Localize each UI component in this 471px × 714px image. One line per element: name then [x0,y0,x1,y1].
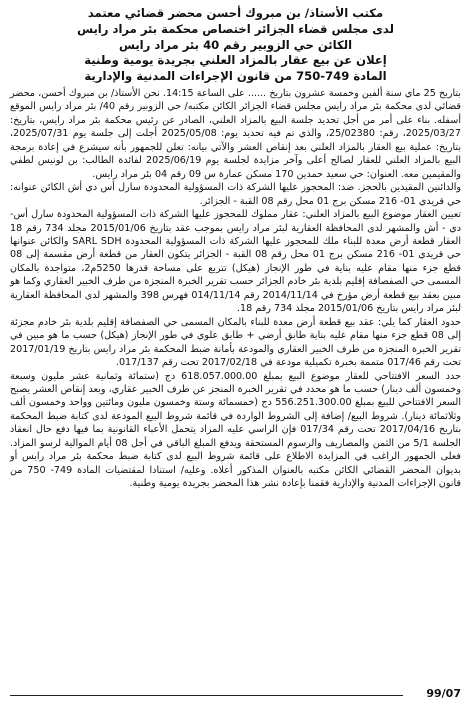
announcement-footer [10,686,461,706]
header-line-office: مكتب الأستاذ/ بن مبروك أحسن محضر قضائي معتمد [87,6,384,20]
header-line-court: لدى مجلس قضاء الجزائر اختصاص محكمة بئر مراد رايس [77,21,394,36]
header-line-address: الكائن حي الزوبير رقم 40 بئر مراد رايس [118,37,353,52]
page-number: 99/07 [426,687,461,700]
paragraph-session-details: بتاريخ 25 ماي سنة ألفين وخمسة عشرون بتاريخ ...... على الساعة 14:15. نحن الأستاذ/ بن مبروك أحسن، محضر قضائي لدى محكمة بئر مراد رايس مجلس قضاء الجزائر الكائن مكتبه/ حي الزوبير رقم 40/ بئر مراد رايس الموقع أسفله. بناء على أمر من أجل تحديد جلسة البيع بالمزاد العلني، الصادر عن رئيس محكمة بئر مراد رايس، بتاريخ: 2025/03/27، رقم: 25/02380، والذي تم فيه تحديد يوم: 2025/05/08 أجلت إلى جلسة يوم 2025/07/31، بتاريخ: عملية بيع العقار بالمزاد العلني بعد إنقاص العشر والآتي بيانه: تعلن للجمهور بأنه سيشرع في إعادة برمجة البيع بالمزاد العلني للعقار لصالح أعلى وآخر مزايدة لجلسة يوم 2025/06/19 لفائدة الطالب: بن لونيس لطفي والمقيمين معه. العنوان: حي سعيد حمدين 170 مسكن عمارة س 09 رقم 04 بئر مراد رايس. [10,87,462,180]
paragraph-property-description: تعيين العقار موضوع البيع بالمزاد العلني: عقار مملوك للمحجوز عليها الشركة ذات المسؤولية المحدودة سارل أس- دي - أش والمشهر لدى المحافظة العقارية لبئر مراد رايس بموجب عقد بتاريخ 2015/01/06 مجلد 734 رقم 18 العقار قطعة أرض معدة للبناء ملك للمحجوز عليها الشركة ذات المسؤولية المحدودة SARL SDH والكائن عنوانها حي قريدي 01- 216 مسكن برج 01 محل رقم 08 القبة - الجزائر يتكون العقار من قطعة أرض مقسمة إلى 08 قطع جزء منها مقام عليه بناية في طور الإنجاز (هيكل) تتربع على مساحة قدرها 5250م2، متواجدة بالمكان المسمى حي الصفصافة إقليم بلدية بئر خادم الجزائر حسب تقرير الخبرة المنجزة من طرف الخبير العقاري وكما هو مبين بعقد بيع قطعة أرض مؤرخ في 2014/11/14 رقم 014/11/14 فهرس 398 والمشهر لدى المحافظة العقارية لبئر مراد رايس بتاريخ 2015/01/06 مجلد 734 رقم 18. [10,209,462,315]
footer-divider [10,695,403,696]
header-line-title: إعلان عن بيع عقار بالمزاد العلني بجريدة يومية وطنية [84,53,387,68]
announcement-header [10,6,461,85]
paragraph-price-and-conditions: حدد السعر الافتتاحي للعقار موضوع البيع بمبلغ 618.057.000.00 دج (ستمائة وثمانية عشر مليون وسبعة وخمسون ألف دينار) حسب ما هو محدد في تقرير الخبرة المنجز عن طرف الخبير عقاري، وبعد إنقاص العشر يصبح السعر الافتتاحي للبيع بمبلغ 556.251.300.00 دج (خمسمائة وستة وخمسون مليون ومائتين وواحد وخمسون ألف وثلاثمائة دينار). شروط البيع/ إضافة إلى الشروط الواردة في قائمة شروط البيع المودعة لدى كتابة ضبط المحكمة بتاريخ 2017/04/16 تحت رقم 017/34 فإن الراسي عليه المزاد يتحمل الأعباء القانونية بما فيها دفع حال انعقاد الجلسة 5/1 من الثمن والمصاريف والرسوم المستحقة ويدفع المبلغ الباقي في أجل 08 أيام الموالية لرسو المزاد. فعلى الجمهور الراغب في المزايدة الاطلاع على قائمة شروط البيع لدى كتابة ضبط محكمة بئر مراد رايس أو بديوان المحضر القضائي الكائن مكتبه بالعنوان المذكور أعلاه. وعليه/ استنادا لمقتضيات المادة 749- 750 من قانون الإجراءات المدنية والإدارية فقمنا بإعادة نشر هذا المحضر بجريدة يومية وطنية. [10,370,462,490]
paragraph-property-boundaries: حدود العقار كما يلي: عقد بيع قطعة أرض معدة للبناء بالمكان المسمى حي الصفصافة إقليم بلدية بئر خادم مجزئة إلى 08 قطع جزء منها مقام عليه بناية طابق أرضي + طابق علوي في طور الإنجاز (هيكل) حسب ما هو مبين في تقرير الخبرة المنجزة من طرف الخبير العقاري والمودعة بأمانة ضبط المحكمة بئر مراد رايس بتاريخ 2017/01/19 تحت رقم 017/46 متممة بخبرة تكميلية مودعة في 2017/02/18 تحت رقم 017/137. [10,316,461,369]
paragraph-debtor: والدائنين المقيدين بالحجز. ضد: المحجوز عليها الشركة ذات المسؤولية المحدودة سارل أس دي أش الكائن عنوانه: حي قريدي 01- 216 مسكن برج 01 محل رقم 08 القبة - الجزائر. [10,182,461,207]
announcement-body [10,87,461,491]
header-line-legal-article: المادة 749-750 من قانون الإجراءات المدنية والإدارية [84,69,387,84]
